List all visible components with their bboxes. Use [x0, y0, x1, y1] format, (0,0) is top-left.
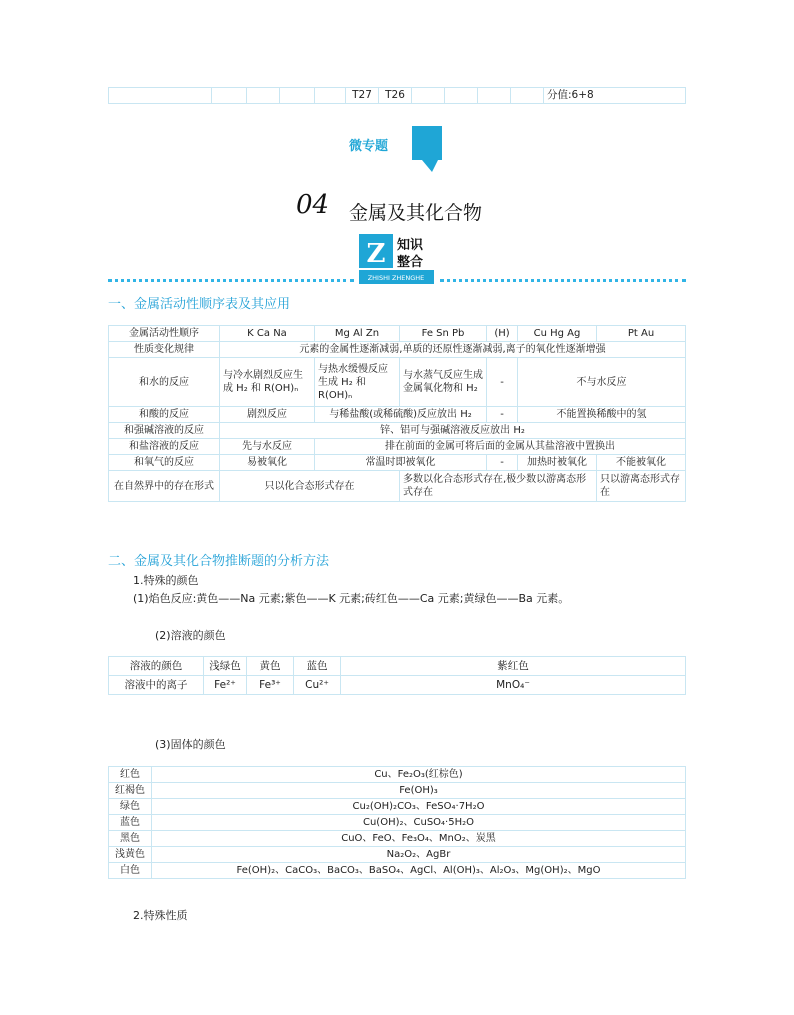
table-cell: Mg Al Zn [315, 326, 400, 342]
table-cell: - [487, 358, 518, 407]
table-cell: - [487, 455, 518, 471]
table-cell: 加热时被氧化 [518, 455, 597, 471]
score-cell: 分值:6+8 [544, 88, 686, 104]
table-cell: 只以游离态形式存在 [597, 471, 686, 502]
score-row-table [108, 87, 686, 104]
table-cell: 与热水缓慢反应生成 H₂ 和 R(OH)ₙ [315, 358, 400, 407]
logo-caption: ZHISHI ZHENGHE [367, 274, 425, 282]
table-cell: 元素的金属性逐渐减弱,单质的还原性逐渐减弱,离子的氧化性逐渐增强 [220, 342, 686, 358]
table-row [109, 326, 686, 342]
badge-label: 微专题 [349, 139, 389, 154]
table-row [109, 815, 686, 831]
row-header: 和强碱溶液的反应 [109, 423, 220, 439]
table-cell: 蓝色 [109, 815, 152, 831]
table-cell-t26: T26 [379, 88, 412, 104]
table-row [109, 358, 686, 407]
table-cell: Cu₂(OH)₂CO₃、FeSO₄·7H₂O [152, 799, 686, 815]
table-cell: 不能被氧化 [597, 455, 686, 471]
table-cell: Cu、Fe₂O₃(红棕色) [152, 767, 686, 783]
table-cell: MnO₄⁻ [341, 676, 686, 695]
title-number: 04 [296, 190, 330, 220]
sub-heading-solution: (2)溶液的颜色 [155, 629, 226, 642]
table-cell [478, 88, 511, 104]
table-cell: 不能置换稀酸中的氢 [518, 407, 686, 423]
table-row [109, 657, 686, 676]
table-row [109, 88, 686, 104]
table-cell: 红褐色 [109, 783, 152, 799]
table-row [109, 471, 686, 502]
table-header: 溶液的颜色 [109, 657, 204, 676]
table-cell: Fe Sn Pb [400, 326, 487, 342]
table-row [109, 847, 686, 863]
table-cell-t27: T27 [346, 88, 379, 104]
table-cell [280, 88, 315, 104]
table-cell: 排在前面的金属可将后面的金属从其盐溶液中置换出 [315, 439, 686, 455]
flame-test-text: (1)焰色反应:黄色——Na 元素;紫色——K 元素;砖红色——Ca 元素;黄绿色——Ba 元素。 [133, 592, 570, 605]
solid-color-table [108, 766, 686, 879]
logo-line1: 知识 [397, 238, 424, 253]
table-cell: CuO、FeO、Fe₃O₄、MnO₂、炭黑 [152, 831, 686, 847]
table-cell: 先与水反应 [220, 439, 315, 455]
table-row [109, 676, 686, 695]
table-row [109, 863, 686, 879]
table-cell [315, 88, 346, 104]
row-header: 和水的反应 [109, 358, 220, 407]
table-header: 蓝色 [294, 657, 341, 676]
table-row [109, 783, 686, 799]
table-cell: Cu(OH)₂、CuSO₄·5H₂O [152, 815, 686, 831]
dotted-divider-right [440, 279, 686, 284]
row-header: 金属活动性顺序 [109, 326, 220, 342]
table-cell [412, 88, 445, 104]
table-cell: 绿色 [109, 799, 152, 815]
section-heading-1: 一、金属活动性顺序表及其应用 [108, 297, 291, 312]
table-cell [445, 88, 478, 104]
table-header: 紫红色 [341, 657, 686, 676]
sub-heading-properties: 2.特殊性质 [133, 909, 188, 922]
table-row [109, 439, 686, 455]
solution-color-table [108, 656, 686, 695]
table-cell: Fe³⁺ [247, 676, 294, 695]
row-header: 和氧气的反应 [109, 455, 220, 471]
table-cell: 剧烈反应 [220, 407, 315, 423]
metal-activity-table [108, 325, 686, 502]
table-cell: 溶液中的离子 [109, 676, 204, 695]
table-cell: Na₂O₂、AgBr [152, 847, 686, 863]
table-cell [212, 88, 247, 104]
row-header: 性质变化规律 [109, 342, 220, 358]
sub-heading-solid: (3)固体的颜色 [155, 738, 226, 751]
table-row [109, 799, 686, 815]
dotted-divider-left [108, 279, 354, 284]
table-cell: - [487, 407, 518, 423]
table-cell: 多数以化合态形式存在,极少数以游离态形式存在 [400, 471, 597, 502]
section-heading-2: 二、金属及其化合物推断题的分析方法 [108, 554, 330, 569]
table-cell: 浅黄色 [109, 847, 152, 863]
page-title: 金属及其化合物 [349, 202, 483, 224]
table-row [109, 455, 686, 471]
table-cell: Cu Hg Ag [518, 326, 597, 342]
table-cell: 白色 [109, 863, 152, 879]
table-header: 黄色 [247, 657, 294, 676]
table-cell: Fe(OH)₂、CaCO₃、BaCO₃、BaSO₄、AgCl、Al(OH)₃、Al₂O₃、Mg(OH)₂、MgO [152, 863, 686, 879]
logo-line2: 整合 [397, 255, 424, 270]
table-cell: 不与水反应 [518, 358, 686, 407]
table-cell: 与水蒸气反应生成金属氧化物和 H₂ [400, 358, 487, 407]
table-cell: Fe(OH)₃ [152, 783, 686, 799]
table-cell: (H) [487, 326, 518, 342]
table-cell: 易被氧化 [220, 455, 315, 471]
table-row [109, 423, 686, 439]
table-cell: Cu²⁺ [294, 676, 341, 695]
table-cell: 锌、铝可与强碱溶液反应放出 H₂ [220, 423, 686, 439]
table-cell: 常温时即被氧化 [315, 455, 487, 471]
logo-letter: Z [366, 239, 386, 269]
row-header: 和酸的反应 [109, 407, 220, 423]
table-row [109, 342, 686, 358]
table-cell: 只以化合态形式存在 [220, 471, 400, 502]
table-row [109, 831, 686, 847]
zhishi-logo [359, 234, 434, 284]
table-cell [247, 88, 280, 104]
table-cell: Fe²⁺ [204, 676, 247, 695]
table-cell: Pt Au [597, 326, 686, 342]
table-cell: 与冷水剧烈反应生成 H₂ 和 R(OH)ₙ [220, 358, 315, 407]
table-row [109, 407, 686, 423]
table-cell: 与稀盐酸(或稀硫酸)反应放出 H₂ [315, 407, 487, 423]
table-row [109, 767, 686, 783]
sub-heading-colors: 1.特殊的颜色 [133, 574, 199, 587]
table-cell [109, 88, 212, 104]
table-cell: K Ca Na [220, 326, 315, 342]
table-cell: 黑色 [109, 831, 152, 847]
table-cell: 红色 [109, 767, 152, 783]
row-header: 在自然界中的存在形式 [109, 471, 220, 502]
table-cell [511, 88, 544, 104]
table-header: 浅绿色 [204, 657, 247, 676]
logo-graphic [359, 234, 434, 284]
row-header: 和盐溶液的反应 [109, 439, 220, 455]
